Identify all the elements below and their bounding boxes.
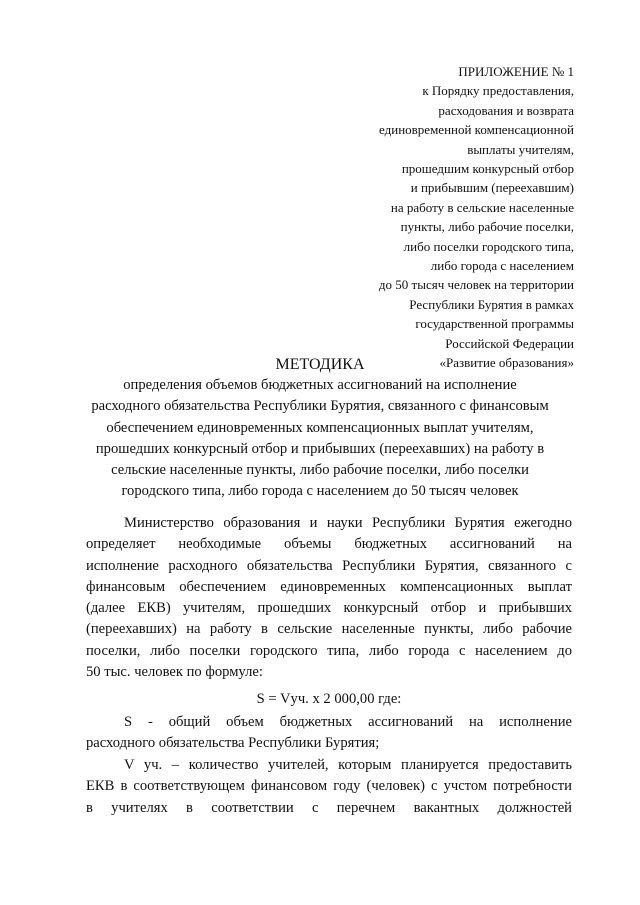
annex-header bbox=[244, 62, 574, 373]
annex-line: на работу в сельские населенные bbox=[390, 199, 574, 215]
annex-line: до 50 тысяч человек на территории bbox=[378, 277, 574, 293]
definition-line: расходного обязательства Республики Бурятия; bbox=[86, 735, 380, 752]
paragraph-line: 50 тыс. человек по формуле: bbox=[86, 664, 263, 681]
subtitle-line: обеспечением единовременных компенсационных выплат учителям, bbox=[106, 419, 534, 436]
definition-line: в учителях в соответствии с перечнем вакантных должностей bbox=[86, 799, 572, 816]
annex-line: и прибывшим (переехавшим) bbox=[410, 180, 574, 196]
subtitle-line: сельские населенные пункты, либо рабочие поселки, либо поселки bbox=[111, 462, 529, 479]
definition-line: V уч. – количество учителей, которым планируется предоставить bbox=[124, 757, 572, 773]
annex-line: ПРИЛОЖЕНИЕ № 1 bbox=[458, 64, 574, 79]
paragraph-line: исполнение расходного обязательства Республики Бурятия, связанного с bbox=[86, 557, 572, 574]
annex-line: Республики Бурятия в рамках bbox=[409, 296, 574, 312]
annex-line: государственной программы bbox=[415, 316, 574, 332]
annex-line: расходования и возврата bbox=[438, 102, 574, 118]
annex-line: пункты, либо рабочие поселки, bbox=[400, 219, 574, 235]
paragraph-line: (далее ЕКВ) учителям, прошедших конкурсный отбор и прибывших bbox=[86, 600, 572, 617]
annex-line: «Развитие образования» bbox=[439, 355, 574, 371]
document-title: МЕТОДИКА bbox=[275, 356, 365, 373]
annex-line: Российской Федерации bbox=[445, 335, 574, 351]
formula: S = Vуч. х 2 000,00 где: bbox=[256, 691, 402, 707]
paragraph-line: определяет необходимые объемы бюджетных ассигнований на bbox=[86, 536, 572, 553]
annex-line: либо поселки городского типа, bbox=[403, 238, 574, 254]
annex-line: прошедшим конкурсный отбор bbox=[401, 161, 574, 177]
subtitle-line: расходного обязательства Республики Бурятия, связанного с финансовым bbox=[91, 398, 549, 415]
paragraph-line: финансовым обеспечением единовременных компенсационных выплат bbox=[86, 578, 572, 595]
annex-line: либо города с населением bbox=[430, 258, 574, 274]
paragraph-line: Министерство образования и науки Республики Бурятия ежегодно bbox=[124, 515, 572, 531]
definition-v bbox=[86, 755, 572, 819]
annex-line: единовременной компенсационной bbox=[379, 122, 574, 138]
definition-line: S - общий объем бюджетных ассигнований на исполнение bbox=[124, 714, 572, 730]
paragraph-line: (переехавших) на работу в сельские населенные пункты, либо рабочие bbox=[86, 621, 572, 638]
intro-paragraph bbox=[86, 513, 572, 683]
annex-line: выплаты учителям, bbox=[467, 141, 574, 157]
definition-s bbox=[86, 712, 572, 755]
subtitle-line: прошедших конкурсный отбор и прибывших (переехавших) на работу в bbox=[95, 440, 545, 457]
paragraph-line: поселки, либо поселки городского типа, либо города с населением до bbox=[86, 642, 572, 659]
annex-line: к Порядку предоставления, bbox=[422, 83, 574, 99]
document-subtitle bbox=[70, 375, 570, 503]
subtitle-line: определения объемов бюджетных ассигнований на исполнение bbox=[123, 377, 517, 393]
subtitle-line: городского типа, либо города с населением до 50 тысяч человек bbox=[121, 483, 519, 500]
definition-line: ЕКВ в соответствующем финансовом году (человек) с учстом потребности bbox=[86, 778, 572, 795]
